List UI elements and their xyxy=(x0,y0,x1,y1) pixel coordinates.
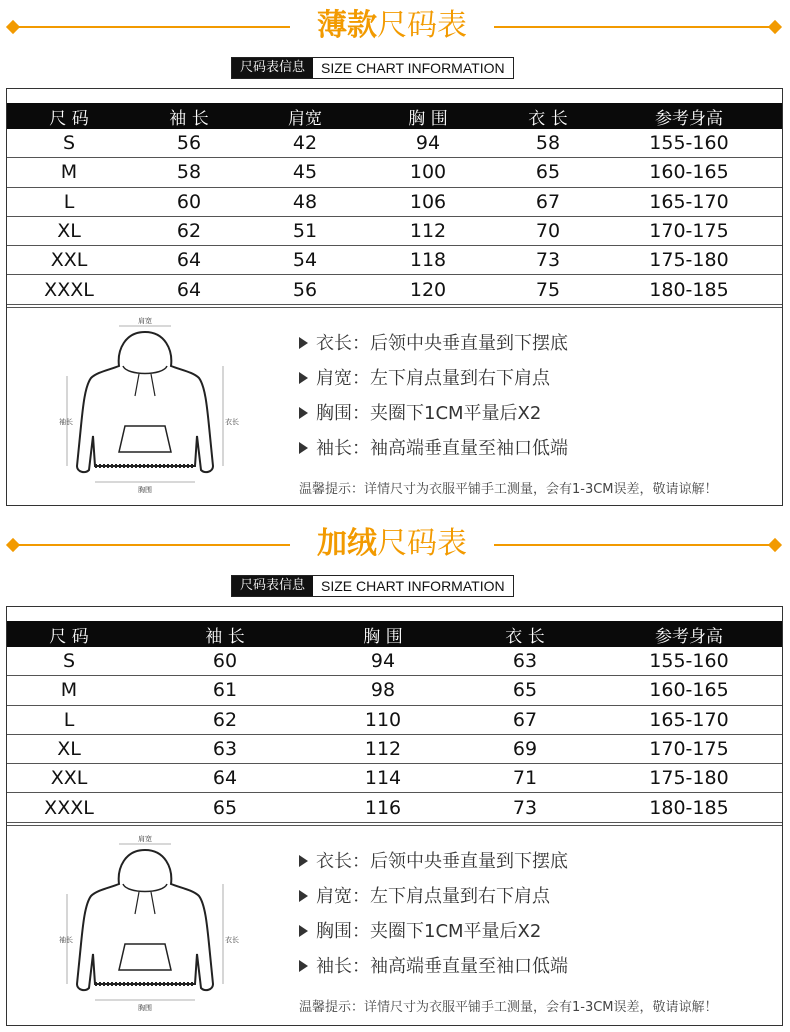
bullet-triangle-icon xyxy=(299,442,308,454)
table-header xyxy=(7,103,782,129)
size-table-frame xyxy=(6,606,783,1026)
hoodie-outline xyxy=(135,892,155,914)
diagram-label-right: 衣长 xyxy=(225,418,239,426)
hoodie-diagram-icon xyxy=(55,316,239,496)
table-cell: 42 xyxy=(292,132,318,155)
table-cell: 94 xyxy=(415,132,441,155)
title-divider-left xyxy=(12,544,290,546)
bullet-triangle-icon xyxy=(299,407,308,419)
bullet-triangle-icon xyxy=(299,337,308,349)
size-table xyxy=(7,621,782,823)
measure-note-text: 胸围：夹圈下1CM平量后X2 xyxy=(316,921,542,942)
table-cell: 118 xyxy=(409,249,447,272)
header-cell: 衣 长 xyxy=(505,626,545,647)
badge-cn: 尺码表信息 xyxy=(232,576,313,596)
title-divider-left xyxy=(12,26,290,28)
measure-note-text: 衣长：后领中央垂直量到下摆底 xyxy=(316,851,568,872)
table-row xyxy=(7,706,782,735)
measure-note xyxy=(299,844,779,879)
measure-note xyxy=(299,431,779,466)
table-cell: 116 xyxy=(364,796,402,819)
table-cell: 48 xyxy=(292,190,318,213)
badge-cn: 尺码表信息 xyxy=(232,58,313,78)
header-cell: 尺 码 xyxy=(49,108,89,129)
table-cell: 75 xyxy=(535,278,561,301)
section-title-bold: 薄款 xyxy=(317,8,377,43)
table-cell: 64 xyxy=(212,767,238,790)
table-cell: 100 xyxy=(409,161,447,184)
measure-note xyxy=(299,949,779,984)
hoodie-outline xyxy=(119,426,171,452)
measure-notes xyxy=(299,326,779,497)
table-cell: 175-180 xyxy=(649,767,729,790)
measure-note-text: 肩宽：左下肩点量到右下肩点 xyxy=(316,368,550,389)
table-cell: 69 xyxy=(512,738,538,761)
header-cell: 尺 码 xyxy=(49,626,89,647)
measure-note-text: 袖长：袖高端垂直量至袖口低端 xyxy=(316,438,568,459)
table-cell: S xyxy=(62,650,76,673)
table-cell: 67 xyxy=(535,190,561,213)
title-ornament-right xyxy=(768,538,782,552)
table-row xyxy=(7,188,782,217)
measure-note-text: 衣长：后领中央垂直量到下摆底 xyxy=(316,333,568,354)
table-cell: 64 xyxy=(176,249,202,272)
table-cell: XXL xyxy=(50,249,88,272)
table-cell: 65 xyxy=(212,796,238,819)
table-row xyxy=(7,647,782,676)
measure-note-text: 袖长：袖高端垂直量至袖口低端 xyxy=(316,956,568,977)
bullet-triangle-icon xyxy=(299,855,308,867)
table-cell: 65 xyxy=(535,161,561,184)
measure-note xyxy=(299,326,779,361)
table-cell: 165-170 xyxy=(649,708,729,731)
measure-info-box xyxy=(7,307,782,505)
diagram-label-bottom: 胸围 xyxy=(138,486,152,494)
diagram-label-right: 衣长 xyxy=(225,936,239,944)
table-cell: 71 xyxy=(512,767,538,790)
table-cell: 61 xyxy=(212,679,238,702)
table-cell: 73 xyxy=(535,249,561,272)
header-cell: 胸 围 xyxy=(408,108,448,129)
diagram-label-top: 肩宽 xyxy=(138,317,152,325)
table-cell: 60 xyxy=(212,650,238,673)
table-cell: 63 xyxy=(512,650,538,673)
table-row xyxy=(7,764,782,793)
table-header xyxy=(7,621,782,647)
bullet-triangle-icon xyxy=(299,925,308,937)
hoodie-outline xyxy=(135,374,155,396)
measure-note-text: 肩宽：左下肩点量到右下肩点 xyxy=(316,886,550,907)
title-divider-right xyxy=(494,544,770,546)
table-cell: 165-170 xyxy=(649,190,729,213)
header-cell: 衣 长 xyxy=(528,108,568,129)
section-title xyxy=(296,4,488,48)
header-cell: 参考身高 xyxy=(655,626,723,647)
size-chart-fleece xyxy=(0,518,790,1032)
measure-note xyxy=(299,361,779,396)
table-cell: 94 xyxy=(370,650,396,673)
bullet-triangle-icon xyxy=(299,890,308,902)
table-cell: 65 xyxy=(512,679,538,702)
table-row xyxy=(7,793,782,822)
table-cell: XXXL xyxy=(44,796,94,819)
table-cell: S xyxy=(62,132,76,155)
header-cell: 袖 长 xyxy=(169,108,209,129)
table-cell: 58 xyxy=(535,132,561,155)
section-title xyxy=(296,522,488,566)
table-cell: 110 xyxy=(364,708,402,731)
diagram-label-top: 肩宽 xyxy=(138,835,152,843)
warm-tip: 温馨提示：详情尺寸为衣服平铺手工测量，会有1-3CM误差，敬请谅解！ xyxy=(299,1000,718,1015)
measure-note xyxy=(299,396,779,431)
table-row xyxy=(7,246,782,275)
section-title-rest: 尺码表 xyxy=(377,526,467,561)
measure-note-text: 胸围：夹圈下1CM平量后X2 xyxy=(316,403,542,424)
table-cell: 170-175 xyxy=(649,738,729,761)
table-row xyxy=(7,217,782,246)
measure-info-box xyxy=(7,825,782,1023)
table-cell: 56 xyxy=(292,278,318,301)
title-divider-right xyxy=(494,26,770,28)
table-cell: 170-175 xyxy=(649,220,729,243)
table-cell: 73 xyxy=(512,796,538,819)
size-chart-badge xyxy=(231,575,514,597)
measure-note xyxy=(299,914,779,949)
table-cell: XL xyxy=(57,220,81,243)
hoodie-outline xyxy=(119,944,171,970)
diagram-label-left: 袖长 xyxy=(59,418,73,426)
table-cell: 180-185 xyxy=(649,278,729,301)
table-cell: L xyxy=(63,190,75,213)
table-cell: 106 xyxy=(409,190,447,213)
table-cell: 62 xyxy=(176,220,202,243)
measure-notes xyxy=(299,844,779,1015)
hoodie-outline xyxy=(123,884,167,892)
table-cell: 58 xyxy=(176,161,202,184)
table-cell: 120 xyxy=(409,278,447,301)
table-cell: 45 xyxy=(292,161,318,184)
table-cell: 70 xyxy=(535,220,561,243)
diagram-label-bottom: 胸围 xyxy=(138,1004,152,1012)
table-cell: L xyxy=(63,708,75,731)
badge-en: SIZE CHART INFORMATION xyxy=(313,58,513,78)
table-cell: 64 xyxy=(176,278,202,301)
size-table xyxy=(7,103,782,305)
table-cell: XL xyxy=(57,738,81,761)
table-row xyxy=(7,676,782,705)
table-cell: XXXL xyxy=(44,278,94,301)
table-cell: XXL xyxy=(50,767,88,790)
table-cell: 54 xyxy=(292,249,318,272)
table-cell: 51 xyxy=(292,220,318,243)
size-chart-badge xyxy=(231,57,514,79)
section-title-bold: 加绒 xyxy=(317,526,377,561)
table-cell: 160-165 xyxy=(649,679,729,702)
table-cell: 62 xyxy=(212,708,238,731)
section-title-row xyxy=(0,4,790,48)
table-cell: 112 xyxy=(409,220,447,243)
hoodie-diagram-icon xyxy=(55,834,239,1014)
table-row xyxy=(7,735,782,764)
badge-en: SIZE CHART INFORMATION xyxy=(313,576,513,596)
table-cell: 60 xyxy=(176,190,202,213)
table-cell: 155-160 xyxy=(649,132,729,155)
hoodie-outline xyxy=(77,850,213,990)
diagram-label-left: 袖长 xyxy=(59,936,73,944)
table-cell: 67 xyxy=(512,708,538,731)
title-ornament-right xyxy=(768,20,782,34)
table-cell: 155-160 xyxy=(649,650,729,673)
table-cell: M xyxy=(60,679,78,702)
header-cell: 胸 围 xyxy=(363,626,403,647)
hoodie-outline xyxy=(123,366,167,374)
table-row xyxy=(7,129,782,158)
header-cell: 袖 长 xyxy=(205,626,245,647)
table-cell: 114 xyxy=(364,767,402,790)
hoodie-outline xyxy=(77,332,213,472)
table-row xyxy=(7,158,782,187)
size-table-frame xyxy=(6,88,783,506)
table-cell: 63 xyxy=(212,738,238,761)
table-cell: 175-180 xyxy=(649,249,729,272)
table-cell: 160-165 xyxy=(649,161,729,184)
section-title-row xyxy=(0,522,790,566)
bullet-triangle-icon xyxy=(299,960,308,972)
measure-note xyxy=(299,879,779,914)
table-cell: 180-185 xyxy=(649,796,729,819)
header-cell: 肩宽 xyxy=(288,108,322,129)
table-cell: 56 xyxy=(176,132,202,155)
header-cell: 参考身高 xyxy=(655,108,723,129)
warm-tip: 温馨提示：详情尺寸为衣服平铺手工测量，会有1-3CM误差，敬请谅解！ xyxy=(299,482,718,497)
section-title-rest: 尺码表 xyxy=(377,8,467,43)
table-cell: M xyxy=(60,161,78,184)
table-cell: 98 xyxy=(370,679,396,702)
table-cell: 112 xyxy=(364,738,402,761)
bullet-triangle-icon xyxy=(299,372,308,384)
table-row xyxy=(7,275,782,304)
